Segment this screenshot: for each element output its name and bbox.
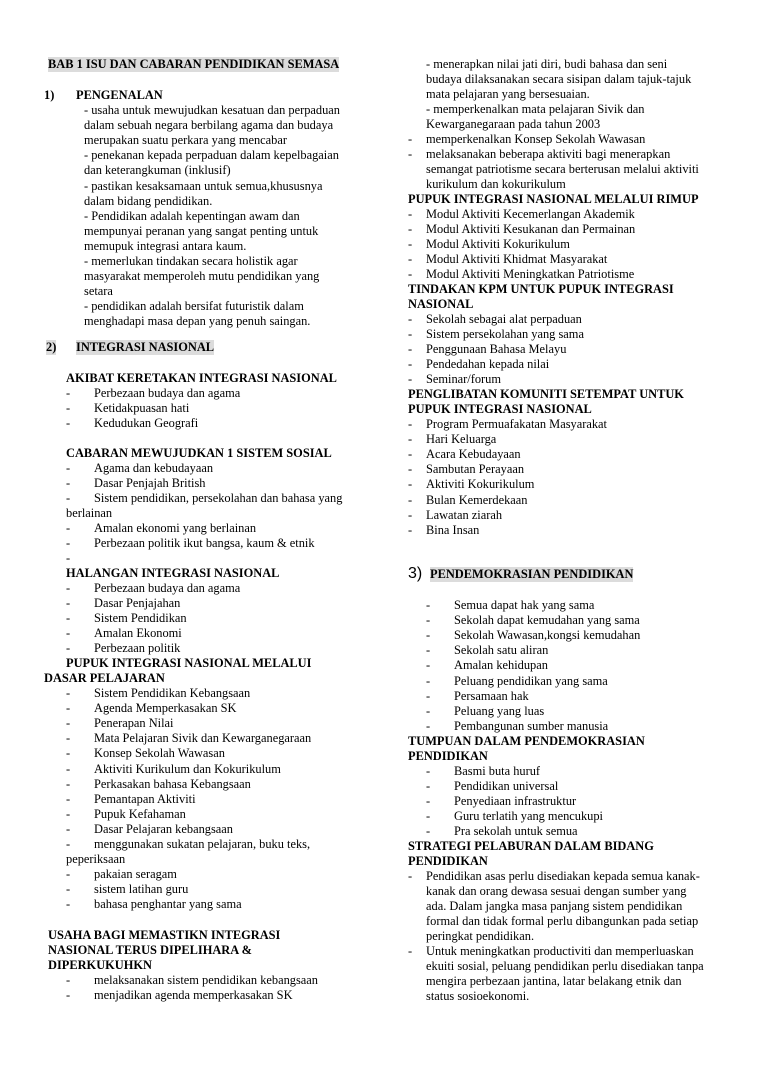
list-item-continuation: kurikulum dan kokurikulum (426, 177, 566, 191)
bullet-text: Modul Aktiviti Khidmat Masyarakat (426, 252, 608, 267)
bullet-dash: - (426, 598, 431, 612)
list-item (66, 867, 177, 882)
subheading: STRATEGI PELABURAN DALAM BIDANG (408, 839, 654, 853)
bullet-text: Pemantapan Aktiviti (94, 791, 196, 806)
list-item (408, 462, 524, 477)
bullet-text: Sambutan Perayaan (426, 462, 525, 477)
section-heading: PENGENALAN (76, 88, 163, 102)
bullet-text: Sistem Pendidikan Kebangsaan (94, 686, 251, 700)
bullet-text: Lawatan ziarah (426, 507, 503, 522)
bullet-dash: - (66, 581, 71, 595)
section-heading: INTEGRASI NASIONAL (76, 340, 215, 354)
bullet-dash: - (408, 312, 413, 326)
bullet-dash: - (408, 237, 413, 252)
bullet-dash: - (66, 716, 71, 731)
list-item (408, 432, 496, 447)
bullet-dash: - (408, 432, 413, 447)
bullet-dash: - (66, 551, 71, 565)
list-item (66, 988, 293, 1003)
bullet-text: Perbezaan budaya dan agama (94, 581, 241, 595)
bullet-text: Peluang yang luas (454, 703, 545, 718)
bullet-text: Basmi buta huruf (454, 764, 541, 778)
bullet-dash: - (408, 147, 413, 161)
bullet-text: Guru terlatih yang mencukupi (454, 809, 603, 824)
list-item (66, 581, 240, 596)
list-item (408, 312, 582, 327)
list-item (66, 536, 315, 551)
bullet-dash: - (426, 628, 431, 643)
bullet-text: pakaian seragam (94, 867, 177, 881)
bullet-dash: - (66, 686, 71, 700)
bullet-text: Dasar Penjajahan (94, 596, 181, 611)
bullet-text: Perbezaan budaya dan agama (94, 386, 241, 400)
list-item (66, 746, 225, 761)
bullet-text: Perbezaan politik (94, 641, 181, 656)
section-heading: PENDEMOKRASIAN PENDIDIKAN (430, 567, 634, 581)
paragraph-line: menghadapi masa depan yang penuh saingan. (84, 314, 311, 329)
list-item-continuation: berlainan (66, 506, 113, 520)
subheading: AKIBAT KERETAKAN INTEGRASI NASIONAL (66, 371, 337, 385)
bullet-dash: - (66, 596, 71, 611)
list-item (426, 628, 640, 643)
list-item (408, 207, 635, 222)
list-item (66, 416, 198, 431)
paragraph-line: memupuk integrasi antara kaum. (84, 238, 247, 253)
bullet-dash: - (426, 613, 431, 628)
paragraph-line: Kewarganegaraan pada tahun 2003 (426, 117, 601, 131)
bullet-text: Modul Aktiviti Kokurikulum (426, 237, 570, 252)
bullet-text: Modul Aktiviti Kesukanan dan Permainan (426, 222, 636, 237)
list-item (408, 357, 549, 372)
list-item (426, 809, 603, 824)
bullet-text: Hari Keluarga (426, 432, 497, 447)
bullet-text: Kedudukan Geografi (94, 416, 199, 431)
list-item (66, 701, 236, 716)
subheading: PUPUK INTEGRASI NASIONAL MELALUI RIMUP (408, 192, 699, 206)
bullet-dash: - (426, 703, 431, 718)
list-item (408, 417, 607, 432)
bullet-text: Aktiviti Kokurikulum (426, 477, 535, 492)
bullet-dash: - (66, 761, 71, 776)
list-item-continuation: ekuiti sosial, peluang pendidikan perlu disediakan tanpa (426, 959, 704, 973)
list-item (66, 641, 180, 656)
list-item (408, 372, 501, 387)
list-item (66, 897, 242, 912)
subheading: PUPUK INTEGRASI NASIONAL (408, 402, 592, 416)
subheading: DIPERKUKUHKN (48, 958, 152, 973)
bullet-text: Penggunaan Bahasa Melayu (426, 342, 567, 357)
list-item-continuation: formal dan tidak formal perlu dibangunkan pada setiap (426, 914, 699, 929)
bullet-text: sistem latihan guru (94, 882, 189, 897)
bullet-dash: - (426, 643, 431, 658)
bullet-dash: - (66, 837, 71, 851)
paragraph-line: mempunyai peranan yang sangat penting untuk (84, 223, 319, 238)
list-item (408, 944, 694, 959)
bullet-text: Amalan Ekonomi (94, 626, 182, 641)
bullet-dash: - (408, 342, 413, 357)
bullet-dash: - (66, 536, 71, 551)
bullet-dash: - (66, 611, 71, 626)
bullet-dash: - (426, 658, 431, 673)
bullet-text: Persamaan hak (454, 688, 529, 703)
subheading: USAHA BAGI MEMASTIKN INTEGRASI (48, 928, 281, 942)
list-item (66, 792, 196, 807)
list-item-continuation: kanak dan orang dewasa sesuai dengan sumber yang (426, 884, 687, 898)
list-item (66, 401, 189, 416)
paragraph-line: - memerlukan tindakan secara holistik agar (84, 254, 298, 268)
bullet-dash: - (408, 869, 413, 883)
document-title: BAB 1 ISU DAN CABARAN PENDIDIKAN SEMASA (48, 57, 340, 71)
bullet-text: menjadikan agenda memperkasakan SK (94, 988, 293, 1003)
list-item (408, 869, 700, 884)
bullet-dash: - (426, 673, 431, 688)
bullet-dash: - (66, 973, 71, 987)
list-item (408, 477, 534, 492)
bullet-text: Semua dapat hak yang sama (454, 598, 595, 612)
bullet-text: Sistem pendidikan, persekolahan dan bahasa yang (94, 491, 343, 506)
list-item (66, 882, 188, 897)
list-item (426, 598, 594, 613)
list-item (426, 764, 540, 779)
section-number: 3) (408, 565, 423, 582)
bullet-dash: - (408, 267, 413, 282)
bullet-dash: - (66, 491, 71, 506)
list-item (426, 794, 576, 809)
bullet-text: Program Permuafakatan Masyarakat (426, 417, 607, 431)
bullet-text: Pra sekolah untuk semua (454, 824, 578, 839)
bullet-text: Sistem Pendidikan (94, 611, 187, 626)
bullet-text: Modul Aktiviti Meningkatkan Patriotisme (426, 267, 635, 282)
list-item (66, 596, 180, 611)
bullet-text: Acara Kebudayaan (426, 447, 521, 462)
paragraph-line: - memperkenalkan mata pelajaran Sivik dan (426, 102, 645, 116)
list-item (408, 222, 635, 237)
bullet-dash: - (66, 806, 71, 821)
list-item (66, 716, 173, 731)
list-item (408, 327, 584, 342)
bullet-dash: - (66, 731, 71, 746)
bullet-dash: - (66, 897, 71, 912)
paragraph-line: masyarakat memperoleh mutu pendidikan yang (84, 269, 320, 284)
bullet-dash: - (408, 372, 413, 387)
list-item (426, 674, 608, 689)
list-item (66, 386, 240, 401)
bullet-dash: - (426, 824, 431, 839)
list-item (408, 147, 670, 162)
bullet-dash: - (408, 222, 413, 237)
bullet-text: Sekolah Wawasan,kongsi kemudahan (454, 628, 641, 643)
bullet-text: Sekolah sebagai alat perpaduan (426, 312, 582, 326)
bullet-text: Bulan Kemerdekaan (426, 492, 528, 507)
bullet-dash: - (408, 522, 413, 537)
bullet-dash: - (408, 417, 413, 431)
list-item (66, 973, 318, 988)
list-item (66, 777, 251, 792)
list-item (66, 762, 281, 777)
bullet-text: bahasa penghantar yang sama (94, 897, 242, 912)
bullet-dash: - (66, 791, 71, 806)
bullet-dash: - (426, 718, 431, 733)
list-item (66, 521, 256, 536)
bullet-dash: - (66, 776, 71, 791)
subheading: PENGLIBATAN KOMUNITI SETEMPAT UNTUK (408, 387, 684, 401)
subheading: PENDIDIKAN (408, 749, 488, 763)
list-item (426, 719, 608, 734)
bullet-dash: - (66, 641, 71, 656)
bullet-text: Perkasakan bahasa Kebangsaan (94, 776, 251, 791)
bullet-dash: - (66, 521, 71, 535)
bullet-dash: - (66, 821, 71, 836)
list-item-continuation: semangat patriotisme secara berterusan melalui aktiviti (426, 162, 699, 176)
bullet-dash: - (66, 416, 71, 431)
bullet-text: Sekolah satu aliran (454, 643, 549, 658)
list-item (408, 493, 528, 508)
list-item (426, 658, 548, 673)
paragraph-line: - Pendidikan adalah kepentingan awam dan (84, 208, 300, 223)
list-item (426, 643, 548, 658)
paragraph-line: - pendidikan adalah bersifat futuristik dalam (84, 299, 304, 314)
bullet-text: Penerapan Nilai (94, 716, 174, 731)
list-item (426, 824, 578, 839)
bullet-text: Sistem persekolahan yang sama (426, 327, 584, 342)
list-item (66, 626, 182, 641)
bullet-dash: - (408, 944, 413, 958)
section-number: 2) (46, 340, 57, 354)
bullet-text: Agama dan kebudayaan (94, 461, 214, 475)
list-item (408, 132, 645, 147)
bullet-dash: - (408, 447, 413, 462)
list-item (408, 267, 634, 282)
list-item (66, 731, 311, 746)
bullet-dash: - (408, 132, 413, 146)
bullet-dash: - (66, 476, 71, 491)
bullet-dash: - (408, 492, 413, 507)
bullet-dash: - (408, 357, 413, 372)
bullet-dash: - (66, 746, 71, 761)
paragraph-line: - menerapkan nilai jati diri, budi bahasa dan seni (426, 57, 668, 71)
subheading: NASIONAL TERUS DIPELIHARA & (48, 943, 252, 958)
subheading: CABARAN MEWUJUDKAN 1 SISTEM SOSIAL (66, 446, 332, 460)
list-item (408, 252, 607, 267)
bullet-text: Amalan kehidupan (454, 658, 548, 673)
paragraph-line: dan keterangkuman (inklusif) (84, 163, 231, 178)
list-item (426, 689, 529, 704)
paragraph-line: - penekanan kepada perpaduan dalam kepelbagaian (84, 148, 339, 163)
bullet-text: melaksanakan sistem pendidikan kebangsaan (94, 973, 318, 987)
bullet-text: Mata Pelajaran Sivik dan Kewarganegaraan (94, 731, 312, 746)
subheading: HALANGAN INTEGRASI NASIONAL (66, 566, 280, 580)
list-item (66, 476, 206, 491)
bullet-text: Konsep Sekolah Wawasan (94, 746, 225, 761)
list-item-continuation: mengira perbezaan jantina, latar belakang etnik dan (426, 974, 682, 989)
list-item (408, 523, 479, 538)
bullet-text: Pembangunan sumber manusia (454, 718, 609, 733)
bullet-text: Aktiviti Kurikulum dan Kokurikulum (94, 761, 281, 776)
list-item (426, 613, 640, 628)
bullet-dash: - (426, 779, 431, 794)
bullet-dash: - (426, 809, 431, 824)
list-item-continuation: status sosioekonomi. (426, 989, 530, 1004)
list-item (66, 611, 187, 626)
bullet-dash: - (66, 882, 71, 897)
bullet-text: Pupuk Kefahaman (94, 806, 186, 821)
bullet-dash: - (408, 207, 413, 221)
list-item (408, 447, 521, 462)
bullet-dash: - (66, 867, 71, 881)
bullet-dash: - (426, 794, 431, 809)
bullet-text: Dasar Penjajah British (94, 476, 206, 491)
bullet-dash: - (66, 461, 71, 475)
list-item (66, 837, 310, 852)
list-item (66, 491, 342, 506)
list-item-continuation: peringkat pendidikan. (426, 929, 535, 944)
subheading: TINDAKAN KPM UNTUK PUPUK INTEGRASI (408, 282, 674, 296)
paragraph-line: - usaha untuk mewujudkan kesatuan dan perpaduan (84, 103, 340, 117)
bullet-text: memperkenalkan Konsep Sekolah Wawasan (426, 132, 646, 146)
bullet-text: Modul Aktiviti Kecemerlangan Akademik (426, 207, 635, 221)
bullet-text: menggunakan sukatan pelajaran, buku teks, (94, 837, 311, 851)
paragraph-line: dalam sebuah negara berbilang agama dan budaya (84, 118, 334, 133)
paragraph-line: setara (84, 284, 113, 299)
bullet-dash: - (426, 688, 431, 703)
list-item (66, 807, 186, 822)
bullet-dash: - (66, 988, 71, 1003)
paragraph-line: mata pelajaran yang bersesuaian. (426, 87, 590, 101)
bullet-text: Agenda Memperkasakan SK (94, 701, 237, 716)
bullet-dash: - (66, 386, 71, 400)
subheading: DASAR PELAJARAN (44, 671, 165, 685)
bullet-text: Perbezaan politik ikut bangsa, kaum & etnik (94, 536, 315, 551)
bullet-text: Penyediaan infrastruktur (454, 794, 577, 809)
paragraph-line: - pastikan kesaksamaan untuk semua,khususnya (84, 178, 323, 193)
bullet-text: Bina Insan (426, 522, 480, 537)
bullet-dash: - (66, 701, 71, 716)
bullet-dash: - (426, 764, 431, 778)
paragraph-line: dalam bidang pendidikan. (84, 193, 213, 208)
bullet-dash: - (408, 327, 413, 342)
bullet-text: Pendidikan universal (454, 779, 559, 794)
subheading: PUPUK INTEGRASI NASIONAL MELALUI (66, 656, 312, 670)
subheading: TUMPUAN DALAM PENDEMOKRASIAN (408, 734, 645, 748)
list-item (66, 686, 250, 701)
bullet-text: Amalan ekonomi yang berlainan (94, 521, 257, 535)
bullet-text: Pendidikan asas perlu disediakan kepada semua kanak- (426, 869, 700, 883)
bullet-text: Seminar/forum (426, 372, 502, 387)
list-item-continuation: ada. Dalam jangka masa panjang sistem pendidikan (426, 899, 683, 914)
bullet-dash: - (408, 252, 413, 267)
bullet-text: Peluang pendidikan yang sama (454, 673, 608, 688)
bullet-dash: - (66, 626, 71, 641)
list-item (66, 461, 213, 476)
bullet-dash: - (408, 462, 413, 477)
list-item (408, 237, 570, 252)
bullet-dash: - (408, 507, 413, 522)
bullet-text: Pendedahan kepada nilai (426, 357, 550, 372)
bullet-text: Dasar Pelajaran kebangsaan (94, 821, 233, 836)
bullet-text: Sekolah dapat kemudahan yang sama (454, 613, 640, 628)
paragraph-line: budaya dilaksanakan secara sisipan dalam tajuk-tajuk (426, 72, 692, 86)
bullet-text: Untuk meningkatkan productiviti dan memperluaskan (426, 944, 694, 958)
list-item (66, 822, 233, 837)
bullet-text: Ketidakpuasan hati (94, 401, 190, 416)
paragraph-line: merupakan suatu perkara yang mencabar (84, 133, 287, 148)
list-item (408, 508, 502, 523)
list-item (426, 704, 544, 719)
subheading: NASIONAL (408, 297, 474, 311)
list-item (408, 342, 566, 357)
list-item-continuation: peperiksaan (66, 852, 126, 866)
bullet-text: melaksanakan beberapa aktiviti bagi menerapkan (426, 147, 671, 161)
list-item (426, 779, 558, 794)
subheading: PENDIDIKAN (408, 854, 488, 868)
section-number: 1) (44, 88, 55, 102)
bullet-dash: - (408, 477, 413, 492)
bullet-dash: - (66, 401, 71, 416)
